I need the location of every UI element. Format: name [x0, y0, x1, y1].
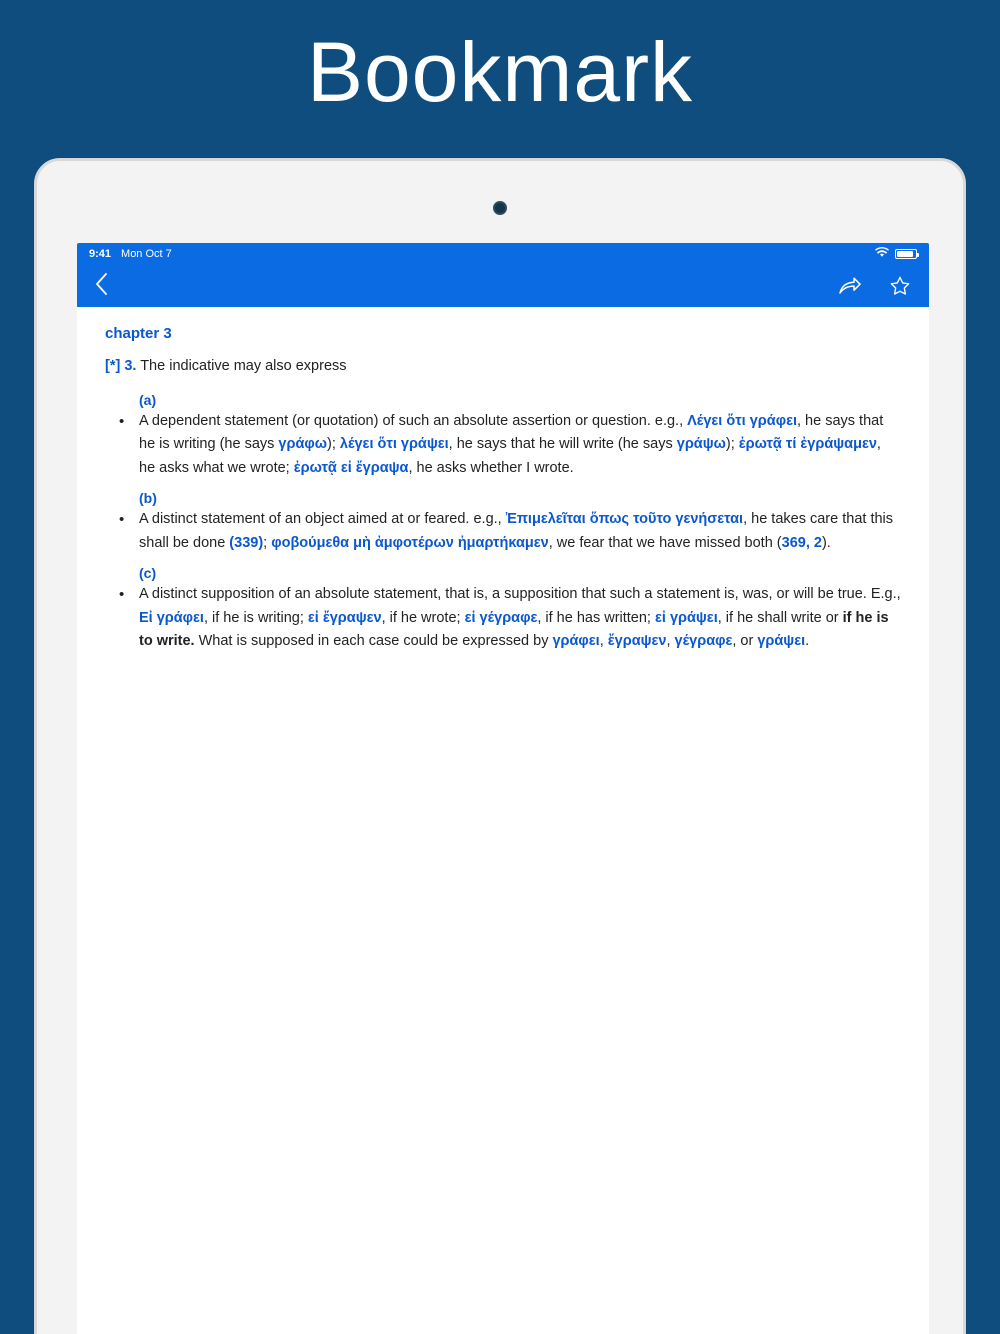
page-title: Bookmark: [306, 25, 694, 119]
greek-term: λέγει ὅτι γράψει: [339, 436, 449, 453]
star-outline-icon[interactable]: [889, 275, 911, 297]
greek-term: γράφει: [552, 633, 600, 650]
text-run: , if he has written;: [537, 609, 655, 626]
text-run: A distinct supposition of an absolute statement, that is, a supposition that such a statement is, was, or will be true. E.g.,: [139, 586, 901, 603]
document-content[interactable]: [77, 307, 929, 1334]
section-label: (c): [139, 565, 157, 582]
greek-term: Λέγει ὅτι γράφει: [687, 412, 797, 429]
greek-term: γέγραφε: [674, 633, 733, 650]
battery-icon: [895, 249, 917, 259]
text-run: );: [327, 436, 340, 453]
section-list: [105, 410, 901, 480]
list-item: [105, 508, 901, 555]
text-run: , he takes care that this shall be done: [139, 511, 894, 551]
text-run: , he asks whether I wrote.: [408, 459, 574, 476]
greek-term: ἔγραψεν: [607, 633, 667, 650]
greek-term: εἰ ἔγραψεν: [307, 609, 382, 626]
text-run: .: [805, 633, 810, 650]
wifi-icon: [875, 247, 889, 261]
text-run: ,: [599, 633, 608, 650]
list-item: [105, 583, 901, 653]
cross-reference[interactable]: (339): [229, 534, 264, 551]
cross-reference[interactable]: 369, 2: [781, 534, 822, 551]
greek-term: εἰ γράψει: [655, 609, 718, 626]
section-intro-text: The indicative may also express: [140, 358, 347, 374]
text-run: , we fear that we have missed both (: [548, 534, 782, 551]
text-run: ).: [821, 534, 831, 551]
section-label: (b): [139, 490, 157, 507]
share-arrow-icon[interactable]: [839, 276, 861, 296]
text-run: A distinct statement of an object aimed at or feared. e.g.,: [139, 511, 506, 528]
text-run: , if he is writing;: [203, 609, 308, 626]
status-date: Mon Oct 7: [121, 248, 172, 260]
device-screen: [77, 243, 929, 1334]
greek-term: ἐρωτᾷ τί ἐγράψαμεν: [738, 436, 877, 453]
navigation-bar: [77, 265, 929, 307]
chapter-heading: chapter 3: [105, 325, 172, 342]
navigation-actions: [839, 275, 911, 297]
greek-term: Εἰ γράφει: [139, 609, 204, 626]
greek-term: Ἐπιμελεῖται ὅπως τοῦτο γενήσεται: [505, 511, 744, 528]
text-run: , or: [732, 633, 758, 650]
text-run: , if he shall write or: [717, 609, 843, 626]
status-bar-left: [89, 248, 172, 260]
text-run: , he says that he will write (he says: [448, 436, 677, 453]
text-run: What is supposed in each case could be expressed by: [194, 633, 553, 650]
chevron-left-icon[interactable]: [95, 273, 108, 299]
greek-term: εἰ γέγραφε: [464, 609, 538, 626]
text-run: , if he wrote;: [381, 609, 465, 626]
sections-container: [105, 392, 901, 654]
text-run: A dependent statement (or quotation) of such an absolute assertion or question. e.g.,: [139, 412, 688, 429]
status-bar: [77, 243, 929, 265]
section-list: [105, 583, 901, 653]
front-camera: [493, 201, 507, 215]
greek-term: φοβούμεθα μὴ ἀμφοτέρων ἡμαρτήκαμεν: [271, 534, 549, 551]
status-time: 9:41: [89, 248, 112, 260]
greek-term: γράψει: [757, 633, 806, 650]
text-run: );: [725, 436, 739, 453]
text-run: , he says that he is writing (he says: [139, 412, 884, 453]
section-label: (a): [139, 391, 157, 408]
list-item: [105, 410, 901, 480]
status-bar-right: [875, 247, 917, 261]
greek-term: γράφω: [278, 436, 327, 453]
text-run: if he is to write.: [139, 609, 889, 650]
section-list: [105, 508, 901, 555]
greek-term: ἐρωτᾷ εἰ ἔγραψα: [293, 459, 409, 476]
section-intro: [105, 356, 901, 378]
greek-term: γράψω: [676, 436, 726, 453]
text-run: ,: [666, 633, 675, 650]
text-run: ;: [263, 534, 272, 551]
tablet-device-frame: [34, 158, 966, 1334]
text-run: , he asks what we wrote;: [139, 436, 881, 476]
section-marker: [*] 3.: [105, 358, 137, 374]
